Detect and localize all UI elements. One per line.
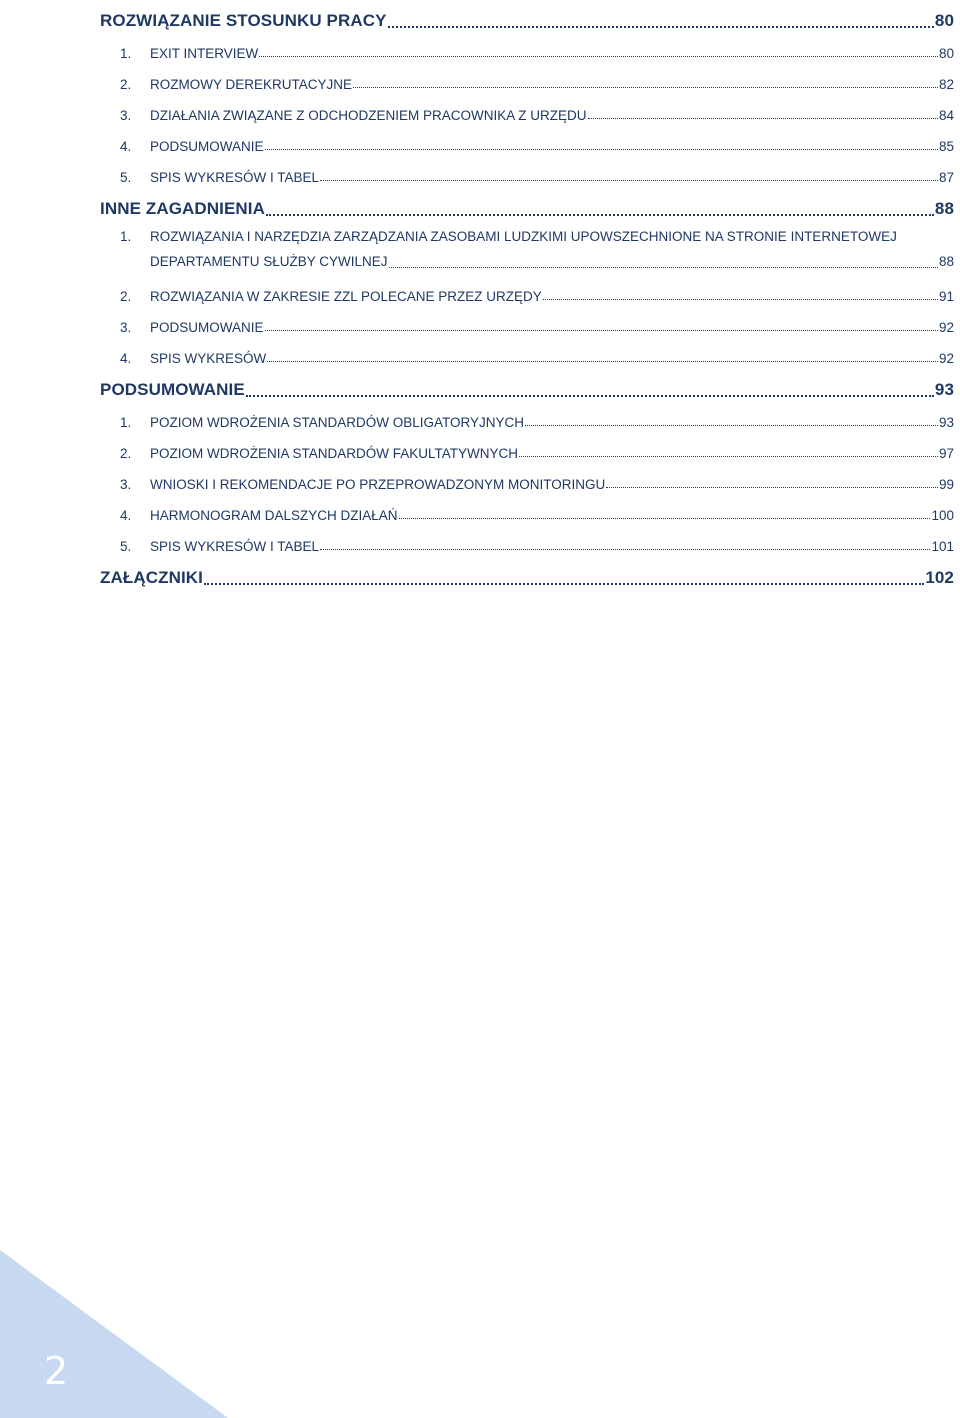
toc-item-title: DEPARTAMENTU SŁUŻBY CYWILNEJ [150,254,388,269]
toc-heading-entry[interactable] [100,369,954,402]
toc-page-number: 88 [934,199,954,218]
toc-section [100,557,954,590]
toc-heading-entry[interactable] [100,188,954,221]
toc-item-title: WNIOSKI I REKOMENDACJE PO PRZEPROWADZONYM MONITORINGU [150,477,606,492]
toc-subentry[interactable] [100,276,954,307]
toc-subentry[interactable] [100,433,954,464]
toc-item-title: PODSUMOWANIE [150,139,264,154]
toc-item-number: 1. [120,415,132,430]
toc-item-title: POZIOM WDROŻENIA STANDARDÓW FAKULTATYWNYCH [150,446,519,461]
toc-item-title: HARMONOGRAM DALSZYCH DZIAŁAŃ [150,508,398,523]
toc-subentry[interactable] [100,221,954,276]
dot-leader [204,583,924,585]
toc-subentry[interactable] [100,464,954,495]
toc-heading-entry[interactable] [100,0,954,33]
toc-page-number: 85 [938,139,954,154]
toc-item-title-line: ROZWIĄZANIA I NARZĘDZIA ZARZĄDZANIA ZASOBAMI LUDZKIMI UPOWSZECHNIONE NA STRONIE INTERNETOWEJ [150,229,897,244]
toc-item-number: 2. [120,77,132,92]
dot-leader [259,56,938,57]
dot-leader [265,330,938,331]
toc-page-number: 87 [938,170,954,185]
corner-triangle-decoration [0,1250,228,1418]
toc-item-number: 2. [120,446,132,461]
toc-item-title: ROZWIĄZANIA W ZAKRESIE ZZL POLECANE PRZEZ URZĘDY [150,289,542,304]
toc-section [100,188,954,369]
toc-page-number: 101 [931,539,954,554]
toc-subentry[interactable] [100,526,954,557]
toc-page-number: 84 [938,108,954,123]
toc-item-number: 4. [120,139,132,154]
toc-page-number: 88 [938,254,954,269]
dot-leader [267,361,938,362]
toc-page-number: 97 [938,446,954,461]
dot-leader [353,87,938,88]
toc-item-number: 3. [120,320,132,335]
toc-page-number: 100 [931,508,954,523]
toc-item-title: EXIT INTERVIEW [150,46,259,61]
toc-subentry[interactable] [100,495,954,526]
dot-leader [265,149,938,150]
dot-leader [388,26,934,28]
toc-item-number: 3. [120,477,132,492]
toc-page-number: 92 [938,320,954,335]
toc-page-number: 80 [938,46,954,61]
dot-leader [606,487,938,488]
toc-section [100,0,954,188]
toc-item-number: 1. [120,229,132,244]
dot-leader [389,267,938,268]
toc-page-number: 93 [934,380,954,399]
toc-subentry[interactable] [100,64,954,95]
toc-item-number: 2. [120,289,132,304]
toc-heading-title: ROZWIĄZANIE STOSUNKU PRACY [100,11,387,30]
toc-subentry[interactable] [100,338,954,369]
toc-subentry[interactable] [100,33,954,64]
toc-subentry[interactable] [100,157,954,188]
toc-subentry[interactable] [100,402,954,433]
toc-item-title: SPIS WYKRESÓW [150,351,267,366]
toc-page-number: 92 [938,351,954,366]
toc-subentry[interactable] [100,307,954,338]
toc-item-body [150,229,954,273]
toc-page-number: 102 [925,568,954,587]
dot-leader [320,549,930,550]
toc-page-number: 82 [938,77,954,92]
toc-item-number: 1. [120,46,132,61]
dot-leader [399,518,931,519]
toc-subentry[interactable] [100,126,954,157]
dot-leader [320,180,938,181]
page-number: 2 [44,1349,69,1393]
toc-page-number: 99 [938,477,954,492]
dot-leader [543,299,938,300]
toc-heading-title: INNE ZAGADNIENIA [100,199,265,218]
toc-item-number: 5. [120,170,132,185]
toc-page-number: 91 [938,289,954,304]
toc-page-number: 80 [934,11,954,30]
toc-item-title: PODSUMOWANIE [150,320,264,335]
toc-item-title: SPIS WYKRESÓW I TABEL [150,170,320,185]
toc-item-number: 4. [120,508,132,523]
toc-item-title-line [150,251,954,273]
table-of-contents [100,0,954,590]
toc-section [100,369,954,557]
toc-item-title: DZIAŁANIA ZWIĄZANE Z ODCHODZENIEM PRACOWNIKA Z URZĘDU [150,108,587,123]
dot-leader [266,214,934,216]
dot-leader [519,456,938,457]
toc-item-title: ROZMOWY DEREKRUTACYJNE [150,77,353,92]
toc-item-number: 5. [120,539,132,554]
toc-item-title: POZIOM WDROŻENIA STANDARDÓW OBLIGATORYJNYCH [150,415,525,430]
toc-page-number: 93 [938,415,954,430]
toc-item-title: SPIS WYKRESÓW I TABEL [150,539,320,554]
dot-leader [588,118,938,119]
toc-heading-title: PODSUMOWANIE [100,380,245,399]
corner-triangle-shape [0,1250,228,1418]
toc-subentry[interactable] [100,95,954,126]
toc-item-number: 4. [120,351,132,366]
toc-heading-title: ZAŁĄCZNIKI [100,568,203,587]
dot-leader [246,395,934,397]
toc-item-number: 3. [120,108,132,123]
toc-heading-entry[interactable] [100,557,954,590]
dot-leader [525,425,938,426]
